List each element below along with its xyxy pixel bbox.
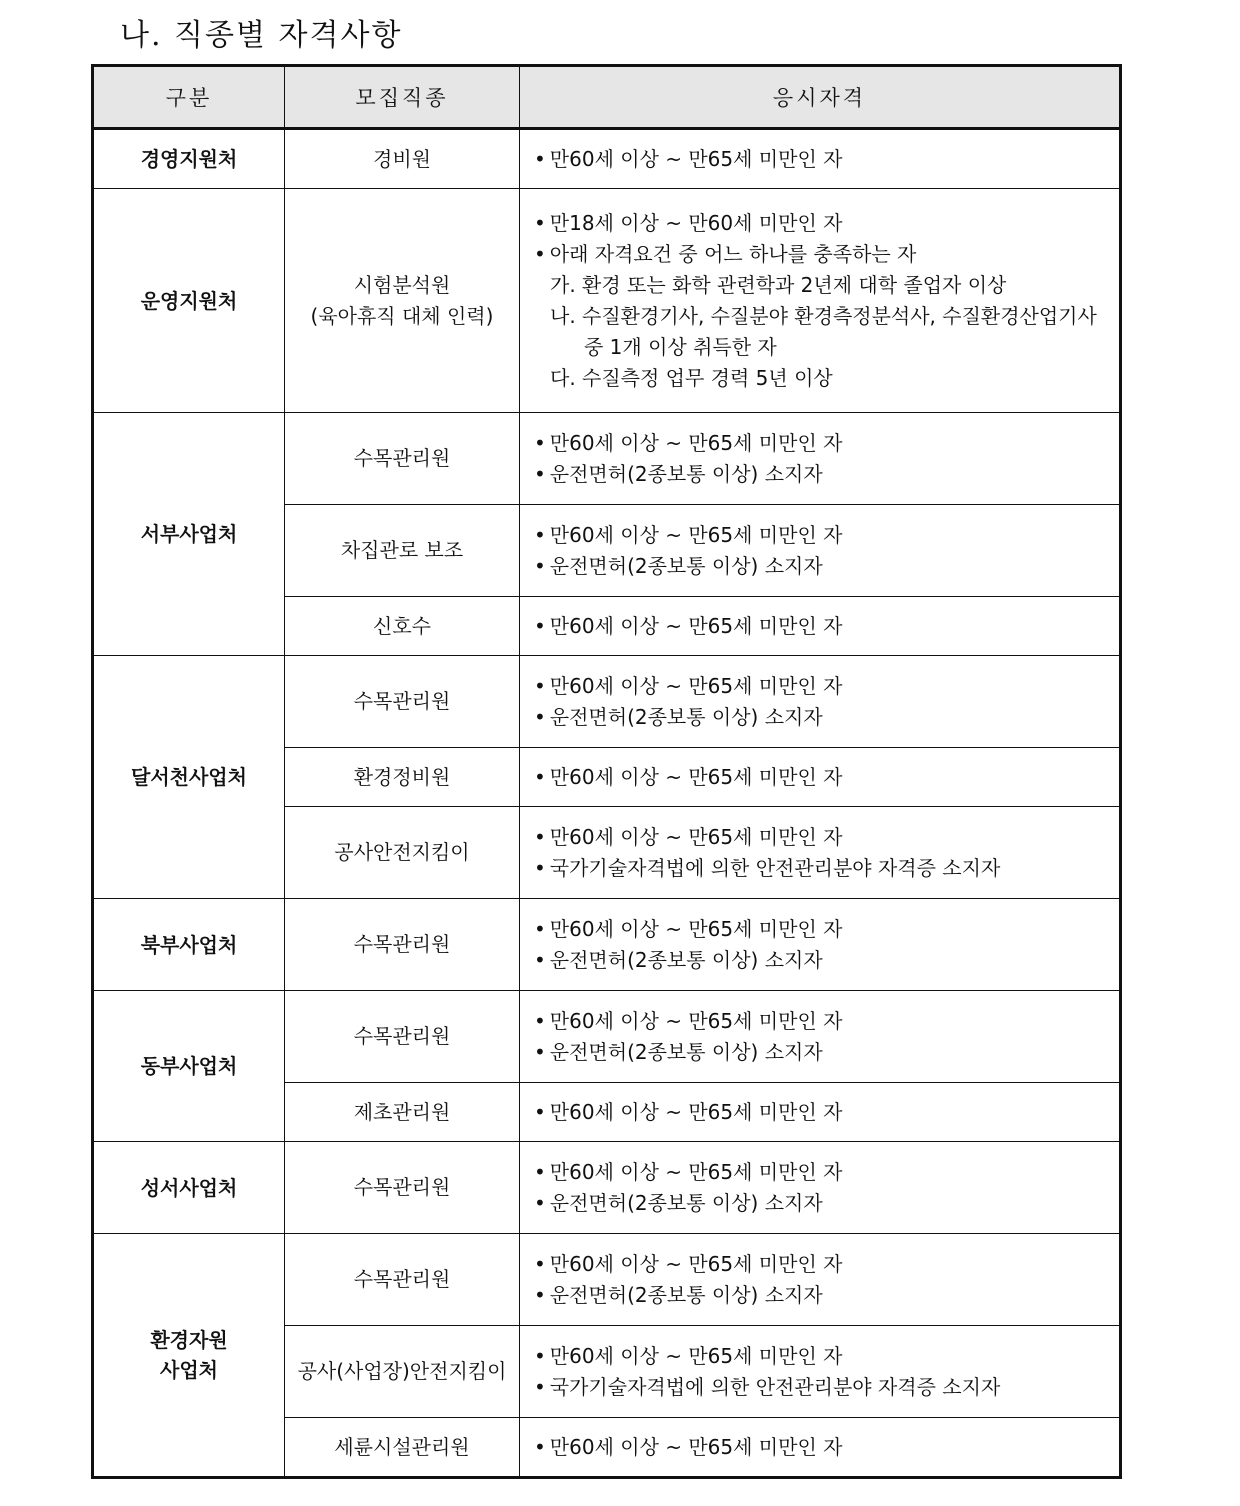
qualification-cell <box>520 413 1121 505</box>
job-cell: 공사(사업장)안전지킴이 <box>285 1326 520 1418</box>
qualification-item: • 만60세 이상 ~ 만65세 미만인 자 <box>534 1341 1111 1372</box>
table-row <box>93 1142 1121 1234</box>
qualification-cell <box>520 129 1121 189</box>
qualification-cell <box>520 1418 1121 1478</box>
qualification-item: • 만60세 이상 ~ 만65세 미만인 자 <box>534 822 1111 853</box>
table-row <box>93 129 1121 189</box>
qualification-cell <box>520 748 1121 807</box>
qualification-item: • 만60세 이상 ~ 만65세 미만인 자 <box>534 1097 1111 1128</box>
qualification-cell <box>520 899 1121 991</box>
qualification-cell <box>520 991 1121 1083</box>
qualification-item: • 만60세 이상 ~ 만65세 미만인 자 <box>534 1432 1111 1463</box>
job-cell: 수목관리원 <box>285 656 520 748</box>
table-row <box>93 1234 1121 1326</box>
qualification-item: • 국가기술자격법에 의한 안전관리분야 자격증 소지자 <box>534 1372 1111 1403</box>
table-row <box>93 899 1121 991</box>
division-cell: 달서천사업처 <box>93 656 285 899</box>
job-cell: 차집관로 보조 <box>285 505 520 597</box>
table-row <box>93 656 1121 748</box>
qualification-item: • 운전면허(2종보통 이상) 소지자 <box>534 459 1111 490</box>
job-cell: 수목관리원 <box>285 1234 520 1326</box>
qualification-cell <box>520 597 1121 656</box>
qualification-table <box>91 64 1122 1479</box>
division-cell: 북부사업처 <box>93 899 285 991</box>
qualification-item: • 국가기술자격법에 의한 안전관리분야 자격증 소지자 <box>534 853 1111 884</box>
division-cell: 동부사업처 <box>93 991 285 1142</box>
qualification-item: • 만60세 이상 ~ 만65세 미만인 자 <box>534 144 1111 175</box>
division-cell: 성서사업처 <box>93 1142 285 1234</box>
table-row <box>93 189 1121 413</box>
qualification-item: • 운전면허(2종보통 이상) 소지자 <box>534 1188 1111 1219</box>
qualification-cell <box>520 189 1121 413</box>
division-name-line: 환경자원 <box>150 1328 228 1352</box>
job-cell: 경비원 <box>285 129 520 189</box>
qualification-cell <box>520 1326 1121 1418</box>
qualification-item: • 만18세 이상 ~ 만60세 미만인 자 <box>534 208 1111 239</box>
qualification-item: • 운전면허(2종보통 이상) 소지자 <box>534 945 1111 976</box>
qualification-item: • 만60세 이상 ~ 만65세 미만인 자 <box>534 1157 1111 1188</box>
header-division: 구분 <box>93 66 285 129</box>
job-note: (육아휴직 대체 인력) <box>310 303 494 328</box>
qualification-item: • 운전면허(2종보통 이상) 소지자 <box>534 1037 1111 1068</box>
job-cell: 신호수 <box>285 597 520 656</box>
section-heading: 나. 직종별 자격사항 <box>120 18 403 53</box>
qualification-cell <box>520 656 1121 748</box>
header-qualification: 응시자격 <box>520 66 1121 129</box>
table-row <box>93 991 1121 1083</box>
job-name: 시험분석원 <box>353 272 451 297</box>
division-cell: 경영지원처 <box>93 129 285 189</box>
qualification-cell <box>520 505 1121 597</box>
job-cell: 세륜시설관리원 <box>285 1418 520 1478</box>
qualification-item: • 만60세 이상 ~ 만65세 미만인 자 <box>534 762 1111 793</box>
qualification-item: • 만60세 이상 ~ 만65세 미만인 자 <box>534 520 1111 551</box>
job-cell: 수목관리원 <box>285 1142 520 1234</box>
qualification-cell <box>520 1234 1121 1326</box>
table-header-row <box>93 66 1121 129</box>
qualification-item: • 운전면허(2종보통 이상) 소지자 <box>534 702 1111 733</box>
division-cell: 서부사업처 <box>93 413 285 656</box>
header-job: 모집직종 <box>285 66 520 129</box>
qualification-subitem: 나. 수질환경기사, 수질분야 환경측정분석사, 수질환경산업기사 <box>550 303 1097 328</box>
qualification-item: • 만60세 이상 ~ 만65세 미만인 자 <box>534 611 1111 642</box>
division-cell: 운영지원처 <box>93 189 285 413</box>
division-cell <box>93 1234 285 1478</box>
job-cell <box>285 189 520 413</box>
qualification-item: • 만60세 이상 ~ 만65세 미만인 자 <box>534 1249 1111 1280</box>
qualification-item: • 운전면허(2종보통 이상) 소지자 <box>534 551 1111 582</box>
division-name-line: 사업처 <box>160 1358 218 1382</box>
table-row <box>93 413 1121 505</box>
job-cell: 수목관리원 <box>285 413 520 505</box>
qualification-item: • 만60세 이상 ~ 만65세 미만인 자 <box>534 1006 1111 1037</box>
qualification-item: • 만60세 이상 ~ 만65세 미만인 자 <box>534 428 1111 459</box>
job-cell: 환경정비원 <box>285 748 520 807</box>
qualification-cell <box>520 1142 1121 1234</box>
qualification-subitem: 가. 환경 또는 화학 관련학과 2년제 대학 졸업자 이상 <box>550 272 1007 297</box>
qualification-item: • 만60세 이상 ~ 만65세 미만인 자 <box>534 671 1111 702</box>
qualification-item: • 만60세 이상 ~ 만65세 미만인 자 <box>534 914 1111 945</box>
qualification-cell <box>520 807 1121 899</box>
qualification-item: • 아래 자격요건 중 어느 하나를 충족하는 자 <box>534 239 1111 270</box>
job-cell: 제초관리원 <box>285 1083 520 1142</box>
qualification-subitem-continued: 중 1개 이상 취득한 자 <box>584 334 777 359</box>
qualification-item: • 운전면허(2종보통 이상) 소지자 <box>534 1280 1111 1311</box>
job-cell: 공사안전지킴이 <box>285 807 520 899</box>
job-cell: 수목관리원 <box>285 899 520 991</box>
qualification-cell <box>520 1083 1121 1142</box>
job-cell: 수목관리원 <box>285 991 520 1083</box>
qualification-subitem: 다. 수질측정 업무 경력 5년 이상 <box>550 365 833 390</box>
